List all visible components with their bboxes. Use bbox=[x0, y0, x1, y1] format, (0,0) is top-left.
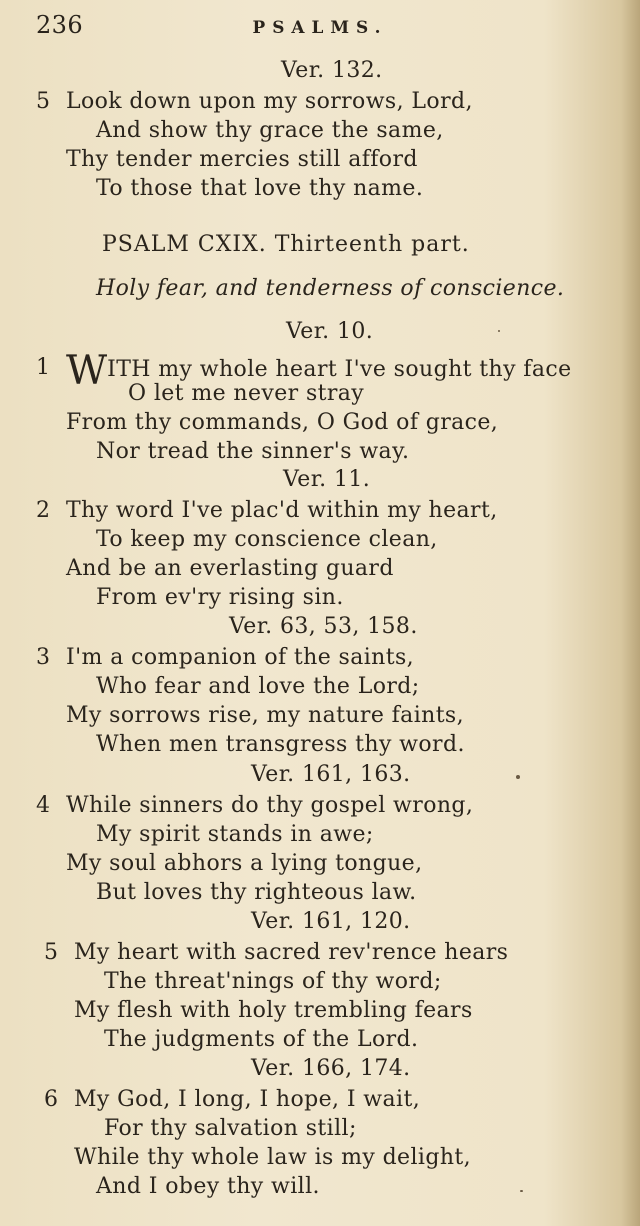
verse-line: While sinners do thy gospel wrong, bbox=[66, 793, 474, 818]
page-number: 236 bbox=[36, 11, 84, 39]
verse-line: O let me never stray bbox=[128, 381, 365, 406]
verse-reference: Ver. 132. bbox=[281, 58, 383, 83]
verse-reference: Ver. 166, 174. bbox=[251, 1056, 411, 1081]
stanza-number: 5 bbox=[36, 89, 50, 114]
verse-line: Nor tread the sinner's way. bbox=[96, 439, 410, 464]
verse-line: When men transgress thy word. bbox=[96, 732, 465, 757]
verse-line: Thy word I've plac'd within my heart, bbox=[66, 498, 498, 523]
verse-line: My soul abhors a lying tongue, bbox=[66, 851, 423, 876]
verse-line: From thy commands, O God of grace, bbox=[66, 410, 499, 435]
stanza-number: 4 bbox=[36, 793, 50, 818]
verse-line: The threat'nings of thy word; bbox=[104, 969, 442, 994]
psalm-subtitle: Holy fear, and tenderness of conscience. bbox=[96, 276, 565, 301]
verse-reference: Ver. 161, 163. bbox=[251, 762, 411, 787]
running-title: PSALMS. bbox=[252, 17, 388, 37]
verse-line: Thy tender mercies still afford bbox=[66, 147, 418, 172]
verse-line-text: ITH my whole heart I've sought thy face bbox=[107, 357, 572, 382]
psalm-title: PSALM CXIX. Thirteenth part. bbox=[102, 232, 470, 257]
drop-cap: W bbox=[66, 348, 108, 394]
verse-line: My flesh with holy trembling fears bbox=[74, 998, 473, 1023]
verse-line: To keep my conscience clean, bbox=[96, 527, 438, 552]
verse-reference: Ver. 63, 53, 158. bbox=[229, 614, 418, 639]
verse-line: My heart with sacred rev'rence hears bbox=[74, 940, 509, 965]
verse-line: And I obey thy will. bbox=[96, 1174, 320, 1199]
verse-reference: Ver. 10. bbox=[286, 319, 374, 344]
verse-reference: Ver. 161, 120. bbox=[251, 909, 411, 934]
verse-line: For thy salvation still; bbox=[104, 1116, 357, 1141]
stanza-number: 3 bbox=[36, 645, 50, 670]
verse-line: But loves thy righteous law. bbox=[96, 880, 417, 905]
verse-line: My spirit stands in awe; bbox=[96, 822, 374, 847]
paper-speck bbox=[498, 330, 500, 332]
verse-line: And show thy grace the same, bbox=[96, 118, 444, 143]
stanza-number: 2 bbox=[36, 498, 50, 523]
stanza-number: 6 bbox=[44, 1087, 58, 1112]
verse-line: I'm a companion of the saints, bbox=[66, 645, 415, 670]
verse-line: My God, I long, I hope, I wait, bbox=[74, 1087, 421, 1112]
verse-line: To those that love thy name. bbox=[96, 176, 424, 201]
verse-line: The judgments of the Lord. bbox=[104, 1027, 419, 1052]
verse-line: Who fear and love the Lord; bbox=[96, 674, 420, 699]
verse-line: While thy whole law is my delight, bbox=[74, 1145, 472, 1170]
verse-line: Look down upon my sorrows, Lord, bbox=[66, 89, 473, 114]
verse-line: From ev'ry rising sin. bbox=[96, 585, 344, 610]
verse-line: My sorrows rise, my nature faints, bbox=[66, 703, 465, 728]
stanza-number: 5 bbox=[44, 940, 58, 965]
paper-speck bbox=[520, 1190, 523, 1192]
paper-speck bbox=[516, 775, 520, 779]
verse-line: And be an everlasting guard bbox=[66, 556, 394, 581]
stanza-number: 1 bbox=[36, 355, 50, 380]
verse-reference: Ver. 11. bbox=[283, 467, 371, 492]
